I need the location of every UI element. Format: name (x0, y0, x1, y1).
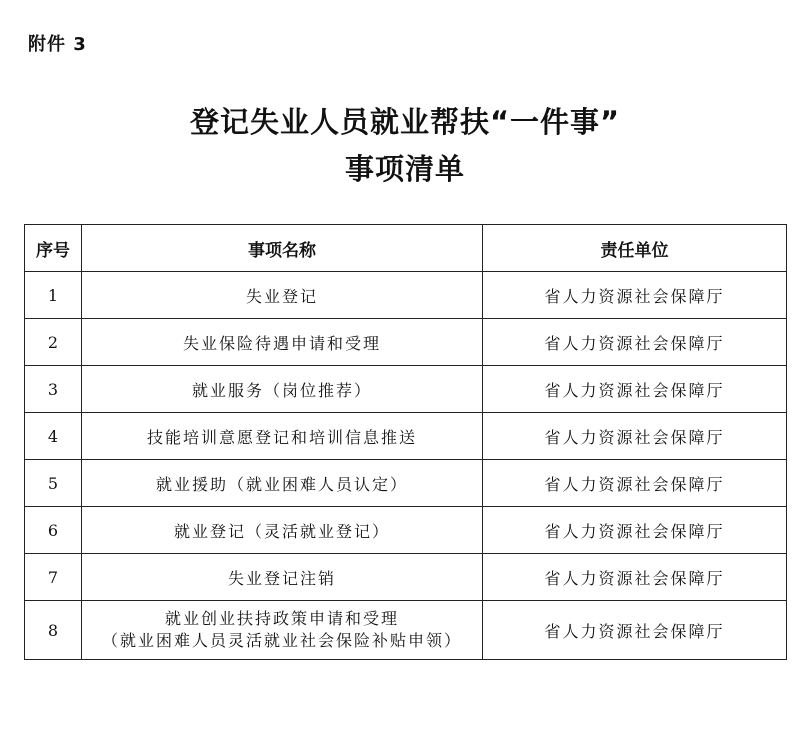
row-item-name: 失业登记注销 (82, 554, 483, 601)
header-seq: 序号 (25, 225, 82, 272)
document-title-line2: 事项清单 (344, 152, 465, 186)
row-seq: 5 (25, 460, 82, 507)
table-row (25, 413, 787, 460)
row-item-name (82, 601, 483, 660)
row-seq: 1 (25, 272, 82, 319)
table-row (25, 554, 787, 601)
row-item-name: 失业保险待遇申请和受理 (82, 319, 483, 366)
row-seq: 7 (25, 554, 82, 601)
row-responsible-unit: 省人力资源社会保障厅 (483, 366, 787, 413)
table-row (25, 460, 787, 507)
row-responsible-unit: 省人力资源社会保障厅 (483, 601, 787, 660)
row-item-name: 就业服务（岗位推荐） (82, 366, 483, 413)
header-responsible-unit: 责任单位 (483, 225, 787, 272)
header-item-name: 事项名称 (82, 225, 483, 272)
table-row (25, 272, 787, 319)
row-seq: 8 (25, 601, 82, 660)
row-seq: 3 (25, 366, 82, 413)
row-item-name: 就业登记（灵活就业登记） (82, 507, 483, 554)
table-row (25, 507, 787, 554)
table-row (25, 319, 787, 366)
row-responsible-unit: 省人力资源社会保障厅 (483, 507, 787, 554)
attachment-label: 附件 3 (28, 34, 87, 55)
table-row (25, 366, 787, 413)
row-responsible-unit: 省人力资源社会保障厅 (483, 554, 787, 601)
row-item-name: 就业援助（就业困难人员认定） (82, 460, 483, 507)
row-responsible-unit: 省人力资源社会保障厅 (483, 413, 787, 460)
row-item-name: 失业登记 (82, 272, 483, 319)
row-seq: 4 (25, 413, 82, 460)
row-seq: 6 (25, 507, 82, 554)
row-responsible-unit: 省人力资源社会保障厅 (483, 319, 787, 366)
row-seq: 2 (25, 319, 82, 366)
items-table (24, 224, 787, 660)
row-item-name: 技能培训意愿登记和培训信息推送 (82, 413, 483, 460)
table-header-row (25, 225, 787, 272)
row-item-name-line1: 就业创业扶持政策申请和受理 (164, 609, 399, 628)
row-responsible-unit: 省人力资源社会保障厅 (483, 460, 787, 507)
row-item-name-line2: （就业困难人员灵活就业社会保险补贴申领） (101, 631, 462, 650)
document-title-line1: 登记失业人员就业帮扶“一件事” (189, 105, 621, 139)
row-responsible-unit: 省人力资源社会保障厅 (483, 272, 787, 319)
table-row (25, 601, 787, 660)
